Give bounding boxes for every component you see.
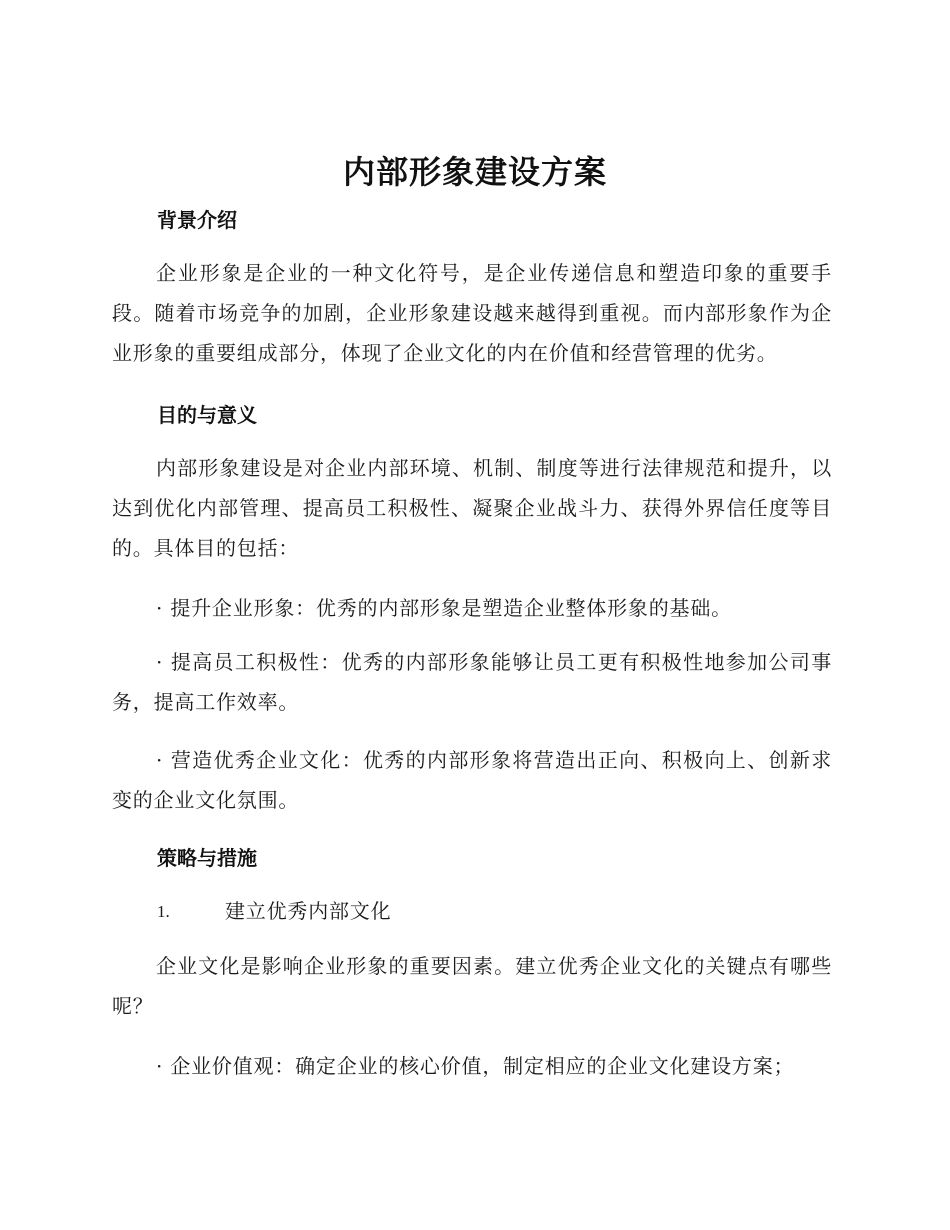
bullet-item: · 企业价值观：确定企业的核心价值，制定相应的企业文化建设方案；: [156, 1054, 795, 1078]
section-heading-purpose: 目的与意义: [157, 403, 257, 427]
paragraph-culture: 企业文化是影响企业形象的重要因素。建立优秀企业文化的关键点有哪些呢？: [112, 954, 832, 1018]
list-item-number: 1.: [157, 902, 170, 921]
section-heading-background: 背景介绍: [157, 208, 237, 232]
paragraph-background: 企业形象是企业的一种文化符号，是企业传递信息和塑造印象的重要手段。随着市场竞争的加剧，企业形象建设越来越得到重视。而内部形象作为企业形象的重要组成部分，体现了企业文化的内在价值和经营管理的优劣。: [112, 261, 832, 365]
section-heading-strategy: 策略与措施: [157, 846, 257, 870]
bullet-item: · 营造优秀企业文化：优秀的内部形象将营造出正向、积极向上、创新求变的企业文化氛围。: [112, 748, 832, 812]
list-item-text: 建立优秀内部文化: [225, 899, 392, 923]
document-title: 内部形象建设方案: [342, 153, 607, 191]
bullet-item: · 提高员工积极性：优秀的内部形象能够让员工更有积极性地参加公司事务，提高工作效率。: [112, 650, 832, 714]
paragraph-purpose: 内部形象建设是对企业内部环境、机制、制度等进行法律规范和提升，以达到优化内部管理、提高员工积极性、凝聚企业战斗力、获得外界信任度等目的。具体目的包括：: [112, 456, 832, 560]
bullet-item: · 提升企业形象：优秀的内部形象是塑造企业整体形象的基础。: [156, 596, 732, 620]
